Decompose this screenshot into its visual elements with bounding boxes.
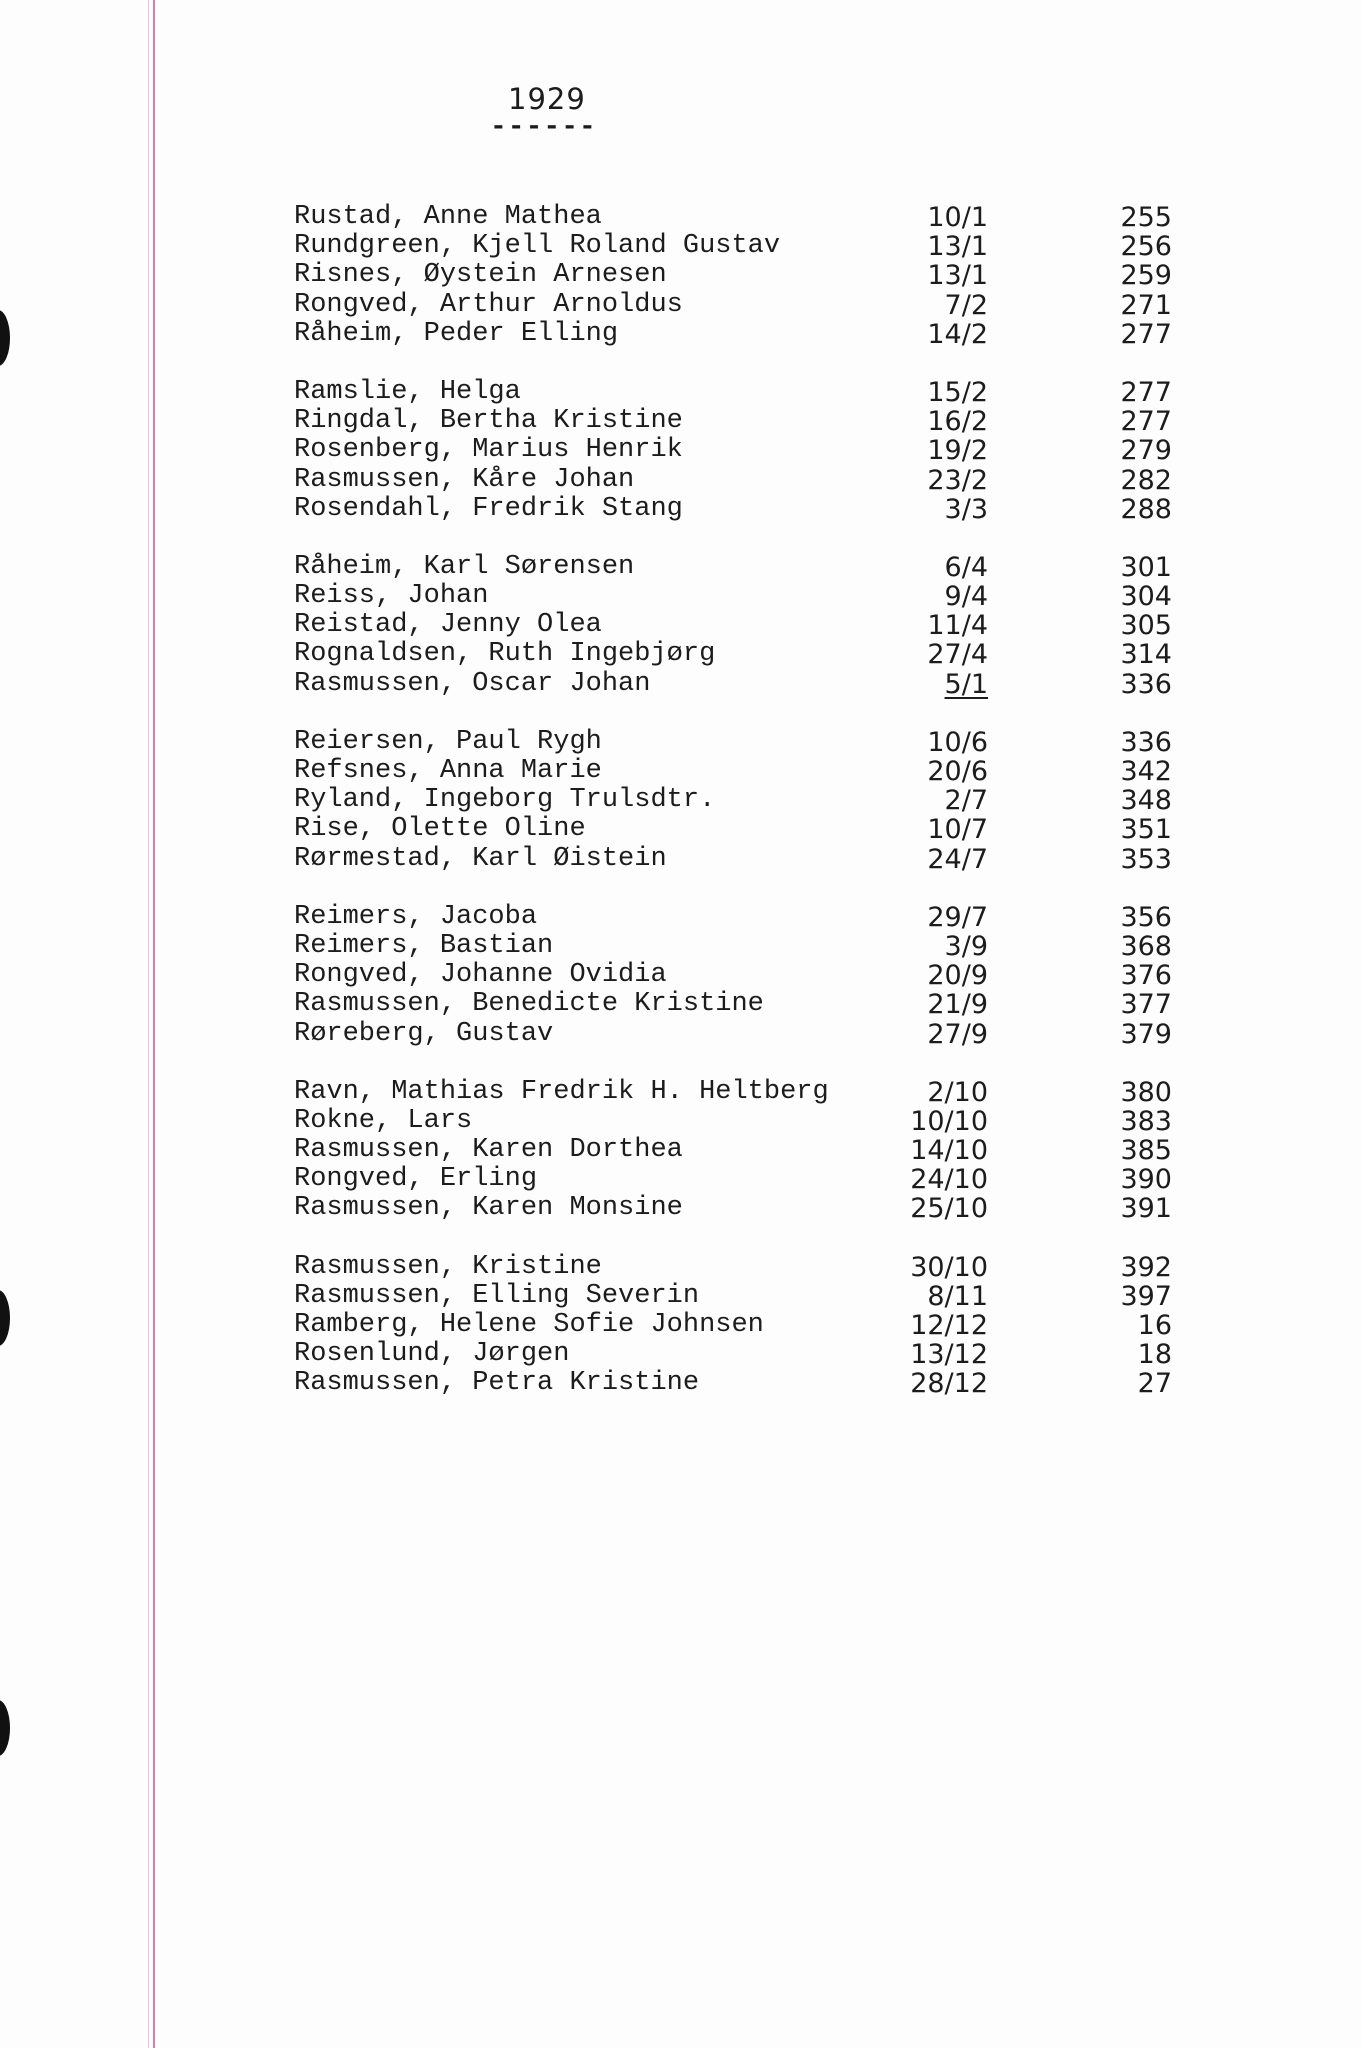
entry-name: Rongved, Johanne Ovidia: [294, 960, 667, 991]
list-item: [294, 845, 1194, 874]
entry-date: 3/3: [944, 493, 988, 525]
entry-number: 397: [1120, 1280, 1172, 1312]
entry-date: 27/9: [927, 1018, 988, 1050]
entry-name: Rasmussen, Karen Dorthea: [294, 1135, 683, 1166]
entry-name: Ryland, Ingeborg Trulsdtr.: [294, 785, 716, 816]
entry-number: 392: [1120, 1251, 1172, 1283]
entry-number: 336: [1120, 726, 1172, 758]
entry-number: 348: [1120, 785, 1172, 817]
list-item: [294, 611, 1194, 640]
entry-number: 259: [1120, 260, 1172, 292]
entry-date: 13/1: [927, 260, 988, 292]
entry-date: 7/2: [944, 289, 988, 321]
entry-name: Reiss, Johan: [294, 581, 489, 612]
entry-number: 391: [1120, 1193, 1172, 1225]
entry-date: 2/10: [927, 1076, 988, 1108]
list-item: [294, 903, 1194, 932]
entry-name: Røreberg, Gustav: [294, 1018, 554, 1049]
list-item: [294, 378, 1194, 407]
list-item: [294, 1340, 1194, 1369]
entry-date: 29/7: [927, 901, 988, 933]
list-item: [294, 786, 1194, 815]
entry-date: 27/4: [927, 639, 988, 671]
margin-line-faint: [148, 0, 149, 2048]
entry-number: 383: [1120, 1105, 1172, 1137]
list-item: [294, 1282, 1194, 1311]
entry-date: 30/10: [910, 1251, 988, 1283]
entry-number: 385: [1120, 1135, 1172, 1167]
list-item: [294, 203, 1194, 232]
entry-date: 28/12: [910, 1368, 988, 1400]
entry-date: 2/7: [944, 785, 988, 817]
entry-number: 380: [1120, 1076, 1172, 1108]
list-item: [294, 232, 1194, 261]
list-item: [294, 1078, 1194, 1107]
list-item: [294, 1136, 1194, 1165]
entry-number: 18: [1137, 1339, 1172, 1371]
entry-number: 279: [1120, 435, 1172, 467]
entry-number: 351: [1120, 814, 1172, 846]
punch-hole: [0, 1290, 10, 1346]
entry-name: Reiersen, Paul Rygh: [294, 726, 602, 757]
entry-date: 24/10: [910, 1164, 988, 1196]
list-item: [294, 1020, 1194, 1049]
entry-date: 3/9: [944, 930, 988, 962]
entry-date: 19/2: [927, 435, 988, 467]
entry-name: Ringdal, Bertha Kristine: [294, 406, 683, 437]
list-item: [294, 728, 1194, 757]
entry-number: 27: [1137, 1368, 1172, 1400]
entry-name: Ramslie, Helga: [294, 376, 521, 407]
list-item: [294, 436, 1194, 465]
entry-name: Rasmussen, Karen Monsine: [294, 1193, 683, 1224]
list-item: [294, 1253, 1194, 1282]
entry-date: 5/1: [944, 668, 988, 700]
entry-date: 13/12: [910, 1339, 988, 1371]
entry-number: 342: [1120, 756, 1172, 787]
entry-name: Rasmussen, Oscar Johan: [294, 668, 651, 699]
entry-name: Rasmussen, Benedicte Kristine: [294, 989, 764, 1020]
entry-number: 353: [1120, 843, 1172, 875]
entry-name: Rustad, Anne Mathea: [294, 202, 602, 232]
list-item: [294, 1107, 1194, 1136]
entry-date: 6/4: [944, 551, 988, 583]
year-underline: ------: [490, 112, 597, 143]
entry-number: 390: [1120, 1164, 1172, 1196]
entry-number: 282: [1120, 464, 1172, 496]
punch-hole: [0, 1700, 10, 1756]
entry-date: 25/10: [910, 1193, 988, 1225]
entry-number: 288: [1120, 493, 1172, 525]
entry-name: Råheim, Peder Elling: [294, 318, 619, 349]
entry-name: Rundgreen, Kjell Roland Gustav: [294, 231, 781, 262]
entry-name: Ravn, Mathias Fredrik H. Heltberg: [294, 1076, 829, 1107]
entry-date: 11/4: [927, 610, 988, 642]
entry-number: 255: [1120, 202, 1172, 233]
entry-name: Rasmussen, Kåre Johan: [294, 464, 635, 495]
entry-name: Rosendahl, Fredrik Stang: [294, 493, 683, 524]
entry-date: 20/9: [927, 960, 988, 992]
entry-number: 277: [1120, 406, 1172, 438]
list-item: [294, 466, 1194, 495]
entry-number: 336: [1120, 668, 1172, 700]
entry-name: Rongved, Arthur Arnoldus: [294, 289, 683, 320]
entry-name: Ramberg, Helene Sofie Johnsen: [294, 1310, 764, 1340]
entry-date: 16/2: [927, 406, 988, 438]
list-item: [294, 1165, 1194, 1194]
page-year: 1929: [508, 82, 586, 116]
entry-number: 304: [1120, 581, 1172, 613]
list-item: [294, 407, 1194, 436]
list-item: [294, 553, 1194, 582]
entry-number: 277: [1120, 318, 1172, 350]
entry-date: 23/2: [927, 464, 988, 496]
list-item: [294, 495, 1194, 524]
list-item: [294, 640, 1194, 669]
entry-name: Risnes, Øystein Arnesen: [294, 260, 667, 291]
entry-name: Reimers, Bastian: [294, 930, 554, 961]
entry-date: 14/2: [927, 318, 988, 350]
entry-number: 277: [1120, 376, 1172, 408]
list-item: [294, 582, 1194, 611]
entry-group: [294, 1253, 1194, 1399]
entry-name: Rasmussen, Elling Severin: [294, 1280, 700, 1311]
list-item: [294, 757, 1194, 786]
entry-date: 13/1: [927, 231, 988, 263]
entry-name: Refsnes, Anna Marie: [294, 756, 602, 786]
entry-name: Rise, Olette Oline: [294, 814, 586, 845]
list-item: [294, 1311, 1194, 1340]
entries-list: [294, 203, 1194, 1428]
entry-date: 9/4: [944, 581, 988, 613]
entry-date: 20/6: [927, 756, 988, 787]
entry-date: 21/9: [927, 989, 988, 1021]
list-item: [294, 815, 1194, 844]
list-item: [294, 990, 1194, 1019]
entry-number: 379: [1120, 1018, 1172, 1050]
entry-number: 305: [1120, 610, 1172, 642]
entry-date: 12/12: [910, 1310, 988, 1341]
entry-group: [294, 553, 1194, 699]
list-item: [294, 291, 1194, 320]
entry-name: Rosenlund, Jørgen: [294, 1339, 570, 1370]
list-item: [294, 1369, 1194, 1398]
list-item: [294, 1194, 1194, 1223]
entry-name: Rasmussen, Petra Kristine: [294, 1368, 700, 1399]
entry-name: Rosenberg, Marius Henrik: [294, 435, 683, 466]
list-item: [294, 320, 1194, 349]
entry-name: Reistad, Jenny Olea: [294, 610, 602, 641]
entry-number: 377: [1120, 989, 1172, 1021]
entry-number: 356: [1120, 901, 1172, 933]
entry-group: [294, 378, 1194, 524]
entry-number: 16: [1137, 1310, 1172, 1341]
entry-date: 15/2: [927, 376, 988, 408]
entry-group: [294, 1078, 1194, 1224]
list-item: [294, 961, 1194, 990]
entry-date: 8/11: [927, 1280, 988, 1312]
entry-group: [294, 903, 1194, 1049]
entry-number: 314: [1120, 639, 1172, 671]
entry-date: 10/10: [910, 1105, 988, 1137]
entry-name: Rokne, Lars: [294, 1105, 473, 1136]
entry-number: 301: [1120, 551, 1172, 583]
entry-name: Rognaldsen, Ruth Ingebjørg: [294, 639, 716, 670]
entry-name: Rasmussen, Kristine: [294, 1251, 602, 1282]
entry-name: Reimers, Jacoba: [294, 901, 538, 932]
list-item: [294, 932, 1194, 961]
entry-number: 256: [1120, 231, 1172, 263]
entry-name: Rørmestad, Karl Øistein: [294, 843, 667, 874]
entry-number: 368: [1120, 930, 1172, 962]
entry-date: 10/7: [927, 814, 988, 846]
entry-date: 14/10: [910, 1135, 988, 1167]
entry-date: 24/7: [927, 843, 988, 875]
entry-date: 10/6: [927, 726, 988, 758]
list-item: [294, 670, 1194, 699]
entry-date: 10/1: [927, 202, 988, 233]
list-item: [294, 261, 1194, 290]
entry-name: Rongved, Erling: [294, 1164, 538, 1195]
entry-number: 271: [1120, 289, 1172, 321]
entry-number: 376: [1120, 960, 1172, 992]
punch-hole: [0, 310, 10, 366]
entry-group: [294, 203, 1194, 349]
entry-name: Råheim, Karl Sørensen: [294, 551, 635, 582]
margin-line: [153, 0, 155, 2048]
entry-group: [294, 728, 1194, 874]
